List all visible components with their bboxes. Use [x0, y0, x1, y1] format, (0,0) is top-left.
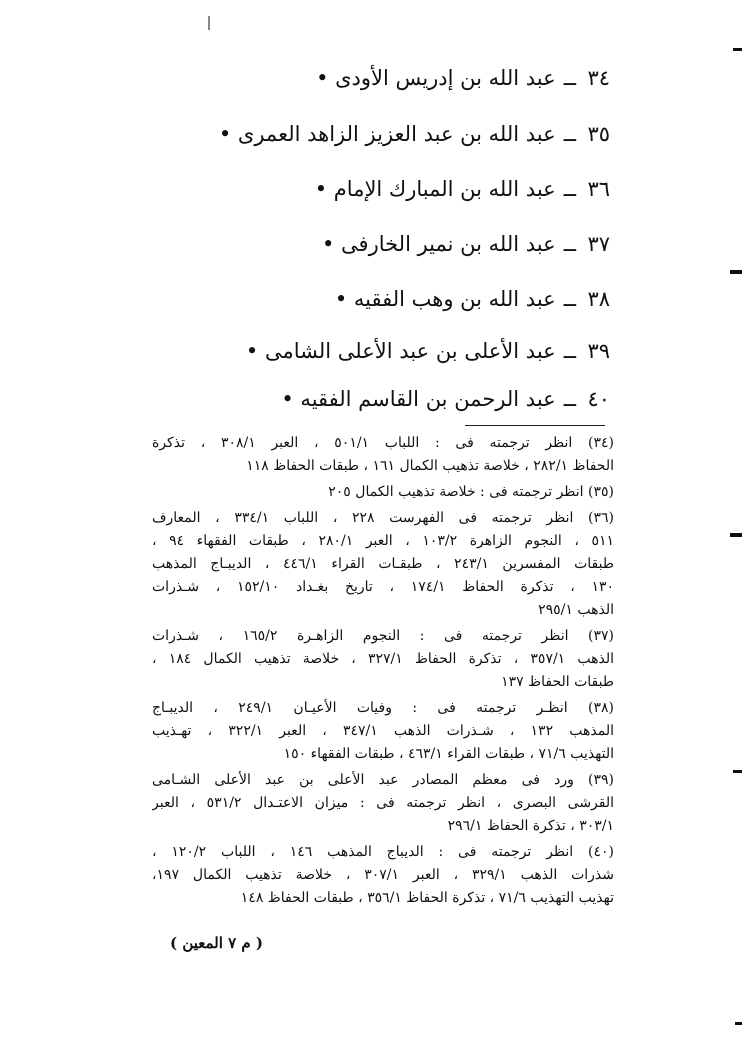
entry-dash: ــ — [563, 287, 576, 311]
entry-name: عبد الله بن عبد العزيز الزاهد العمرى • — [218, 122, 556, 146]
entry-name: عبد الله بن نمير الخارفى • — [321, 232, 556, 256]
entry-dash: ــ — [563, 66, 576, 90]
footnote-line: تهذيب التهذيب ٧١/٦ ، تذكرة الحفاظ ٣٥٦/١ ، طبقات الحفاظ ١٤٨ — [240, 890, 614, 906]
footnote-line: الذهب ٣٥٧/١ ، تذكرة الحفاظ ٣٢٧/١ ، خلاصة تذهيب الكمال ١٨٤ ، — [152, 651, 614, 667]
footnote-line: ٣٠٣/١ ، تذكرة الحفاظ ٢٩٦/١ — [447, 818, 614, 834]
footnote-34 — [152, 432, 614, 478]
entry-number: ٣٨ — [587, 287, 610, 311]
footnote-line: ١٣٠ ، تذكرة الحفاظ ١٧٤/١ ، تاريخ بغـداد ١٥٢/١٠ ، شـذرات — [152, 579, 614, 595]
entry-number: ٣٥ — [587, 122, 610, 146]
entry-number: ٣٤ — [587, 66, 610, 90]
footnotes — [152, 432, 614, 913]
entry-number: ٣٦ — [587, 177, 610, 201]
footnote-line: (٣٧) انظر ترجمته فى : النجوم الزاهـرة ١٦٥/٢ ، شـذرات — [152, 628, 614, 644]
entry-dash: ــ — [563, 177, 576, 201]
entry-name: عبد الله بن وهب الفقيه • — [334, 287, 556, 311]
scan-edge-mark — [733, 770, 742, 773]
scan-edge-mark — [730, 270, 742, 274]
footnote-line: المذهب ١٣٢ ، شـذرات الذهب ٣٤٧/١ ، العبر ٣٢٢/١ ، تهـذيب — [152, 723, 614, 739]
footnote-40 — [152, 841, 614, 910]
footnote-line: (٤٠) انظر ترجمته فى : الديباج المذهب ١٤٦ ، اللباب ١٢٠/٢ ، — [152, 844, 614, 860]
entry-34 — [316, 64, 610, 92]
scan-speck — [208, 16, 210, 30]
footnote-line: طبقات الحفاظ ١٣٧ — [501, 674, 614, 690]
footnote-37 — [152, 625, 614, 694]
footnote-line: (٣٩) ورد فى معظم المصادر عبد الأعلى بن عبد الأعلى الشـامى — [152, 772, 614, 788]
entry-name: عبد الرحمن بن القاسم الفقيه • — [281, 387, 556, 411]
entry-dash: ــ — [563, 339, 576, 363]
footnote-line: (٣٤) انظر ترجمته فى : اللباب ٥٠١/١ ، العبر ٣٠٨/١ ، تذكرة — [152, 435, 614, 451]
entry-name: عبد الأعلى بن عبد الأعلى الشامى • — [245, 339, 556, 363]
entry-number: ٣٩ — [587, 339, 610, 363]
footnote-line: الذهب ٢٩٥/١ — [538, 602, 614, 618]
footnote-line: الحفاظ ٢٨٢/١ ، خلاصة تذهيب الكمال ١٦١ ، طبقات الحفاظ ١١٨ — [246, 458, 614, 474]
footnote-line: القرشى البصرى ، انظر ترجمته فى : ميزان الاعتـدال ٥٣١/٢ ، العبر — [152, 795, 614, 811]
footnote-36 — [152, 507, 614, 622]
scan-edge-mark — [733, 48, 742, 51]
footnote-line: طبقات المفسرين ٢٤٣/١ ، طبقـات القراء ٤٤٦/١ ، الديبـاج المذهب — [152, 556, 614, 572]
entry-dash: ــ — [563, 122, 576, 146]
entry-dash: ــ — [563, 232, 576, 256]
scan-edge-mark — [730, 533, 742, 537]
entry-number: ٣٧ — [587, 232, 610, 256]
footnote-38 — [152, 697, 614, 766]
entry-39 — [246, 337, 610, 365]
entry-40 — [281, 385, 610, 413]
entry-number: ٤٠ — [587, 387, 610, 411]
footnote-39 — [152, 769, 614, 838]
entry-35 — [219, 120, 610, 148]
entry-name: عبد الله بن إدريس الأودى • — [316, 66, 556, 90]
entry-dash: ــ — [563, 387, 576, 411]
entry-37 — [322, 230, 610, 258]
footnote-separator — [465, 425, 605, 426]
entry-36 — [315, 175, 610, 203]
footnote-line: (٣٦) انظر ترجمته فى الفهرست ٢٢٨ ، اللباب ٣٣٤/١ ، المعارف — [152, 510, 614, 526]
footnote-line: (٣٨) انظـر ترجمته فى : وفيات الأعيـان ٢٤٩/١ ، الديبـاج — [152, 700, 614, 716]
footnote-line: (٣٥) انظر ترجمته فى : خلاصة تذهيب الكمال ٢٠٥ — [328, 484, 614, 500]
signature-mark: ( م ٧ المعين ) — [170, 934, 264, 952]
entry-name: عبد الله بن المبارك الإمام • — [314, 177, 556, 201]
scan-edge-mark — [735, 1022, 742, 1025]
footnote-line: ٥١١ ، النجوم الزاهرة ١٠٣/٢ ، العبر ٢٨٠/١ ، طبقات الفقهاء ٩٤ ، — [152, 533, 614, 549]
footnote-line: التهذيب ٧١/٦ ، طبقات القراء ٤٦٣/١ ، طبقات الفقهاء ١٥٠ — [283, 746, 614, 762]
footnote-35 — [152, 481, 614, 504]
footnote-line: شذرات الذهب ٣٢٩/١ ، العبر ٣٠٧/١ ، خلاصة تذهيب الكمال ١٩٧، — [152, 867, 614, 883]
entry-38 — [335, 285, 610, 313]
